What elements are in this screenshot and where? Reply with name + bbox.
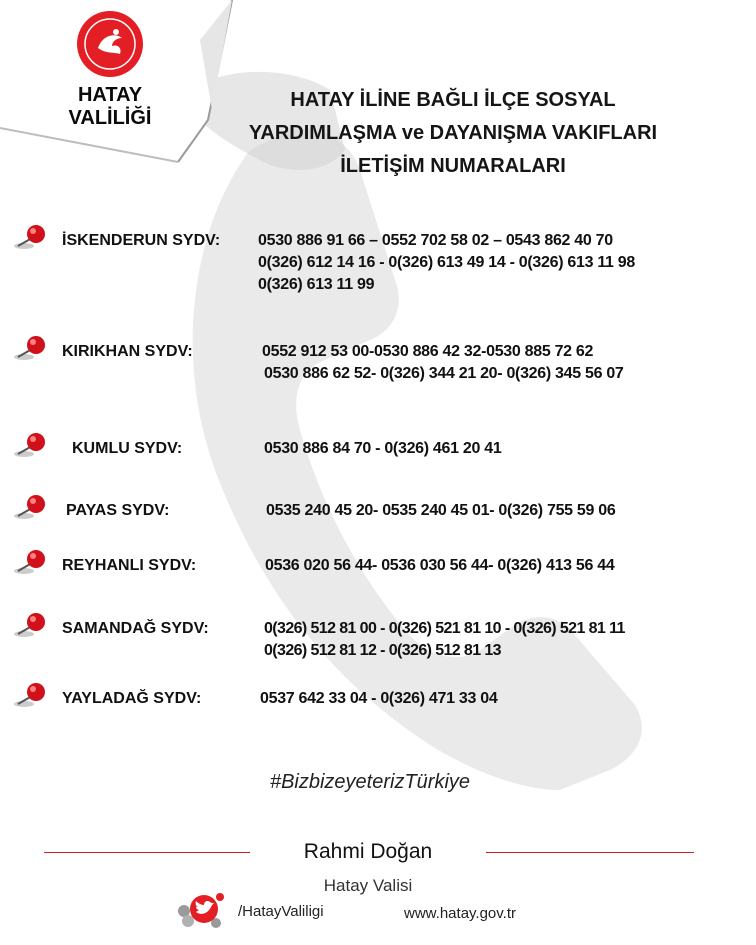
pushpin-icon — [10, 680, 50, 712]
pushpin-icon — [10, 430, 50, 462]
entry-phones: 0536 020 56 44- 0536 030 56 44- 0(326) 413 56 44 — [265, 557, 615, 574]
entry-phones: 0552 912 53 00-0530 886 42 32-0530 885 72 62 0530 886 62 52- 0(326) 344 21 20- 0(326) 345 56 07 — [262, 343, 624, 382]
contact-entry — [0, 438, 756, 498]
entry-name: YAYLADAĞ SYDV: — [62, 690, 202, 707]
title-line: YARDIMLAŞMA ve DAYANIŞMA VAKIFLARI — [248, 122, 658, 144]
entry-name: KIRIKHAN SYDV: — [62, 343, 193, 360]
contact-entry — [0, 618, 756, 678]
hashtag: #BizbizeyeterizTürkiye — [269, 771, 471, 793]
entry-phones: 0530 886 84 70 - 0(326) 461 20 41 — [264, 440, 502, 457]
hatay-valiligi-logo — [76, 10, 144, 78]
pushpin-icon — [10, 222, 50, 254]
contact-entry — [0, 555, 756, 615]
contact-entry — [0, 230, 756, 293]
contact-entry — [0, 688, 756, 748]
pushpin-icon — [10, 610, 50, 642]
signer-name: Rahmi Doğan — [303, 840, 433, 863]
entry-name: PAYAS SYDV: — [66, 502, 170, 519]
contact-entry — [0, 341, 756, 401]
title-line: İLETİŞİM NUMARALARI — [340, 155, 566, 177]
twitter-handle-link[interactable]: /HatayValiligi — [238, 903, 324, 920]
divider — [486, 852, 694, 853]
page-title — [196, 84, 710, 183]
entry-phones: 0(326) 512 81 00 - 0(326) 521 81 10 - 0(326) 521 81 11 0(326) 512 81 12 - 0(326) 512 81 13 — [264, 620, 625, 659]
title-line: HATAY İLİNE BAĞLI İLÇE SOSYAL — [290, 89, 616, 111]
entry-name: KUMLU SYDV: — [72, 440, 183, 457]
signer-title: Hatay Valisi — [323, 876, 413, 895]
entry-phones: 0530 886 91 66 – 0552 702 58 02 – 0543 862 40 70 0(326) 612 14 16 - 0(326) 613 49 14 - 0(326) 613 11 98 0(326) 613 11 99 — [258, 232, 635, 293]
entry-name: SAMANDAĞ SYDV: — [62, 620, 209, 637]
pushpin-icon — [10, 492, 50, 524]
pushpin-icon — [10, 333, 50, 365]
pushpin-icon — [10, 547, 50, 579]
entry-name: REYHANLI SYDV: — [62, 557, 197, 574]
twitter-bird-icon[interactable] — [176, 887, 228, 931]
divider — [44, 852, 250, 853]
entry-phones: 0537 642 33 04 - 0(326) 471 33 04 — [260, 690, 498, 707]
contact-entry — [0, 500, 756, 560]
entry-phones: 0535 240 45 20- 0535 240 45 01- 0(326) 755 59 06 — [266, 502, 616, 519]
brand-name: HATAY VALİLİĞİ — [68, 84, 152, 129]
entry-name: İSKENDERUN SYDV: — [62, 232, 221, 249]
website-link[interactable]: www.hatay.gov.tr — [404, 905, 516, 922]
